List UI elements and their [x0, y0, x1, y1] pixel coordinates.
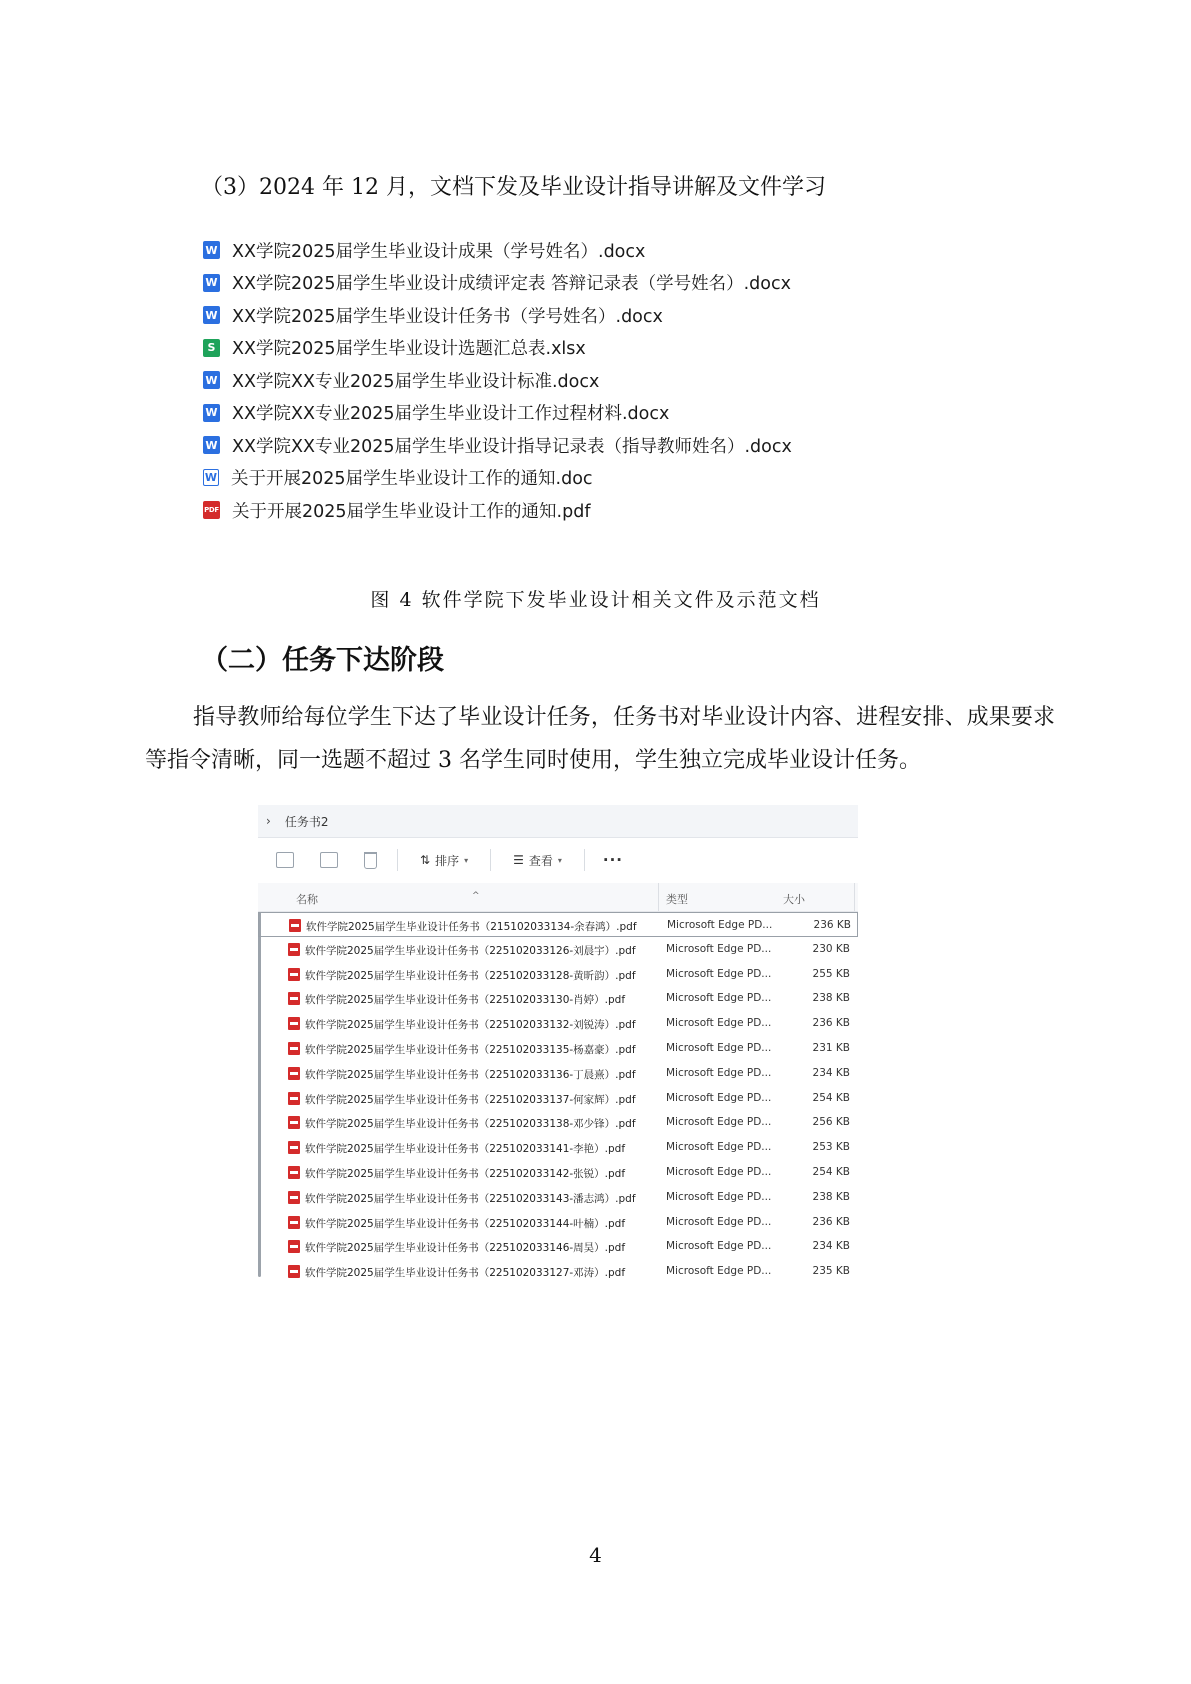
toolbar-divider: [584, 849, 585, 871]
file-row[interactable]: [258, 1036, 858, 1061]
view-button[interactable]: [513, 852, 562, 869]
pdf-icon: [288, 943, 300, 956]
row-file-name: 软件学院2025届学生毕业设计任务书（215102033134-余春鸿）.pdf: [306, 921, 637, 933]
pdf-icon: [288, 968, 300, 981]
row-file-size: 234 KB: [812, 1240, 850, 1253]
pdf-icon: [288, 1240, 300, 1253]
word-icon: W: [203, 306, 220, 324]
trash-icon[interactable]: [364, 852, 377, 869]
file-item[interactable]: [203, 332, 792, 365]
word-icon: W: [203, 241, 220, 259]
view-label: 查看: [528, 853, 553, 868]
row-file-size: 236 KB: [812, 1017, 850, 1030]
file-row[interactable]: [258, 986, 858, 1011]
row-file-name: 软件学院2025届学生毕业设计任务书（225102033141-李艳）.pdf: [305, 1143, 626, 1156]
more-options-button[interactable]: ···: [602, 851, 623, 869]
pdf-icon: [288, 1216, 300, 1229]
row-file-size: 253 KB: [812, 1141, 850, 1154]
pdf-icon: [289, 919, 301, 932]
row-file-size: 235 KB: [812, 1265, 850, 1278]
file-row[interactable]: [258, 962, 858, 987]
sort-ascending-icon: ^: [472, 891, 480, 901]
column-divider[interactable]: [658, 883, 659, 911]
chevron-right-icon[interactable]: ›: [266, 814, 271, 828]
file-row[interactable]: [258, 912, 858, 937]
row-file-name: 软件学院2025届学生毕业设计任务书（225102033144-叶楠）.pdf: [305, 1217, 626, 1230]
file-name: 关于开展2025届学生毕业设计工作的通知.pdf: [232, 501, 591, 522]
sort-label: 排序: [435, 853, 460, 868]
figure-caption: 图 4 软件学院下发毕业设计相关文件及示范文档: [370, 589, 821, 611]
toolbar-divider: [490, 849, 491, 871]
row-file-size: 238 KB: [812, 1190, 850, 1203]
share-icon[interactable]: [320, 852, 338, 868]
file-name: XX学院2025届学生毕业设计选题汇总表.xlsx: [232, 339, 586, 360]
row-file-type: Microsoft Edge PD...: [666, 1041, 772, 1054]
pdf-icon: [288, 1265, 300, 1278]
folder-path: 任务书2: [284, 814, 329, 829]
row-file-name: 软件学院2025届学生毕业设计任务书（225102033143-潘志鸿）.pdf: [305, 1192, 636, 1205]
row-file-size: 256 KB: [812, 1116, 850, 1129]
column-size[interactable]: 大小: [783, 893, 805, 906]
file-name: XX学院XX专业2025届学生毕业设计指导记录表（指导教师姓名）.docx: [232, 436, 792, 457]
address-bar[interactable]: [258, 805, 858, 838]
excel-icon: S: [203, 339, 220, 357]
file-explorer-screenshot: [258, 805, 858, 1285]
file-name: XX学院XX专业2025届学生毕业设计标准.docx: [232, 371, 600, 392]
word-icon: W: [203, 436, 220, 454]
file-row[interactable]: [258, 1110, 858, 1135]
file-rows: [258, 912, 858, 1284]
row-file-type: Microsoft Edge PD...: [666, 1141, 772, 1154]
pdf-icon: [288, 1116, 300, 1129]
row-file-type: Microsoft Edge PD...: [666, 967, 772, 980]
row-file-type: Microsoft Edge PD...: [666, 1066, 772, 1079]
file-row[interactable]: [258, 1135, 858, 1160]
word-icon: W: [203, 371, 220, 389]
row-file-size: 255 KB: [812, 967, 850, 980]
file-row[interactable]: [258, 1011, 858, 1036]
file-row[interactable]: [258, 1185, 858, 1210]
row-file-type: Microsoft Edge PD...: [666, 1017, 772, 1030]
section-heading: （二）任务下达阶段: [201, 645, 444, 676]
row-file-type: Microsoft Edge PD...: [666, 992, 772, 1005]
word-doc-icon: W: [204, 471, 218, 485]
pdf-icon: PDF: [203, 501, 220, 519]
column-header: [258, 883, 858, 912]
row-file-size: 254 KB: [812, 1091, 850, 1104]
row-file-type: Microsoft Edge PD...: [666, 1265, 772, 1278]
row-file-name: 软件学院2025届学生毕业设计任务书（225102033127-邓涛）.pdf: [305, 1267, 626, 1280]
file-item[interactable]: [203, 397, 792, 430]
row-file-size: 238 KB: [812, 992, 850, 1005]
row-file-size: 254 KB: [812, 1165, 850, 1178]
file-name: XX学院2025届学生毕业设计任务书（学号姓名）.docx: [232, 306, 663, 327]
row-file-type: Microsoft Edge PD...: [667, 919, 773, 931]
row-file-name: 软件学院2025届学生毕业设计任务书（225102033136-丁晨熹）.pdf: [305, 1068, 636, 1081]
file-name: XX学院2025届学生毕业设计成绩评定表 答辩记录表（学号姓名）.docx: [232, 274, 791, 295]
page-number: 4: [589, 1543, 602, 1567]
column-name[interactable]: 名称: [296, 893, 318, 906]
row-file-type: Microsoft Edge PD...: [666, 1215, 772, 1228]
row-file-name: 软件学院2025届学生毕业设计任务书（225102033142-张锐）.pdf: [305, 1167, 626, 1180]
row-file-type: Microsoft Edge PD...: [666, 1190, 772, 1203]
toolbar: [258, 838, 858, 882]
pdf-icon: [288, 1067, 300, 1080]
row-file-name: 软件学院2025届学生毕业设计任务书（225102033135-杨嘉豪）.pdf: [305, 1043, 636, 1056]
row-file-size: 234 KB: [812, 1066, 850, 1079]
row-file-name: 软件学院2025届学生毕业设计任务书（225102033138-邓少锋）.pdf: [305, 1118, 636, 1131]
body-paragraph: 指导教师给每位学生下达了毕业设计任务，任务书对毕业设计内容、进程安排、成果要求等指令清晰，同一选题不超过 3 名学生同时使用，学生独立完成毕业设计任务。: [145, 705, 1055, 773]
row-file-size: 236 KB: [812, 1215, 850, 1228]
toolbar-divider: [397, 849, 398, 871]
chevron-down-icon: ▾: [464, 855, 469, 865]
file-name: 关于开展2025届学生毕业设计工作的通知.doc: [231, 469, 593, 490]
word-icon: W: [203, 404, 220, 422]
file-row[interactable]: [258, 1259, 858, 1284]
pdf-icon: [288, 1017, 300, 1030]
row-file-type: Microsoft Edge PD...: [666, 1116, 772, 1129]
file-row[interactable]: [258, 1210, 858, 1235]
file-row[interactable]: [258, 1234, 858, 1259]
row-file-size: 231 KB: [812, 1041, 850, 1054]
column-type[interactable]: 类型: [666, 893, 688, 906]
sort-button[interactable]: [420, 852, 468, 869]
file-row[interactable]: [258, 1160, 858, 1185]
row-file-type: Microsoft Edge PD...: [666, 1165, 772, 1178]
file-row[interactable]: [258, 1061, 858, 1086]
file-item[interactable]: [203, 429, 792, 462]
file-item[interactable]: [203, 462, 792, 495]
row-file-name: 软件学院2025届学生毕业设计任务书（225102033130-肖婷）.pdf: [305, 994, 626, 1007]
row-file-type: Microsoft Edge PD...: [666, 942, 772, 955]
pdf-icon: [288, 1166, 300, 1179]
file-name: XX学院XX专业2025届学生毕业设计工作过程材料.docx: [232, 404, 670, 425]
file-item[interactable]: [203, 494, 792, 527]
row-file-name: 软件学院2025届学生毕业设计任务书（225102033132-刘锐涛）.pdf: [305, 1019, 636, 1032]
row-file-name: 软件学院2025届学生毕业设计任务书（225102033137-何家辉）.pdf: [305, 1093, 636, 1106]
pdf-icon: [288, 1191, 300, 1204]
file-name: XX学院2025届学生毕业设计成果（学号姓名）.docx: [232, 241, 646, 262]
pdf-icon: [288, 1141, 300, 1154]
pdf-icon: [288, 1092, 300, 1105]
pdf-icon: [288, 992, 300, 1005]
file-row[interactable]: [258, 937, 858, 962]
view-icon: ☰: [513, 853, 524, 867]
row-file-type: Microsoft Edge PD...: [666, 1240, 772, 1253]
copy-icon[interactable]: [276, 852, 294, 868]
column-divider[interactable]: [854, 883, 855, 911]
row-file-size: 236 KB: [813, 919, 851, 931]
row-file-name: 软件学院2025届学生毕业设计任务书（225102033126-刘晨宇）.pdf: [305, 944, 636, 957]
file-item[interactable]: [203, 267, 792, 300]
sort-icon: ⇅: [420, 853, 431, 867]
row-file-type: Microsoft Edge PD...: [666, 1091, 772, 1104]
chevron-down-icon: ▾: [557, 855, 562, 865]
file-row[interactable]: [258, 1086, 858, 1111]
file-item[interactable]: [203, 299, 792, 332]
row-file-name: 软件学院2025届学生毕业设计任务书（225102033146-周昊）.pdf: [305, 1242, 626, 1255]
file-list: [203, 234, 792, 527]
file-item[interactable]: [203, 364, 792, 397]
subheading: （3）2024 年 12 月，文档下发及毕业设计指导讲解及文件学习: [201, 175, 826, 200]
row-file-size: 230 KB: [812, 942, 850, 955]
file-item[interactable]: [203, 234, 792, 267]
word-icon: W: [203, 274, 220, 292]
pdf-icon: [288, 1042, 300, 1055]
row-file-name: 软件学院2025届学生毕业设计任务书（225102033128-黄昕韵）.pdf: [305, 969, 636, 982]
